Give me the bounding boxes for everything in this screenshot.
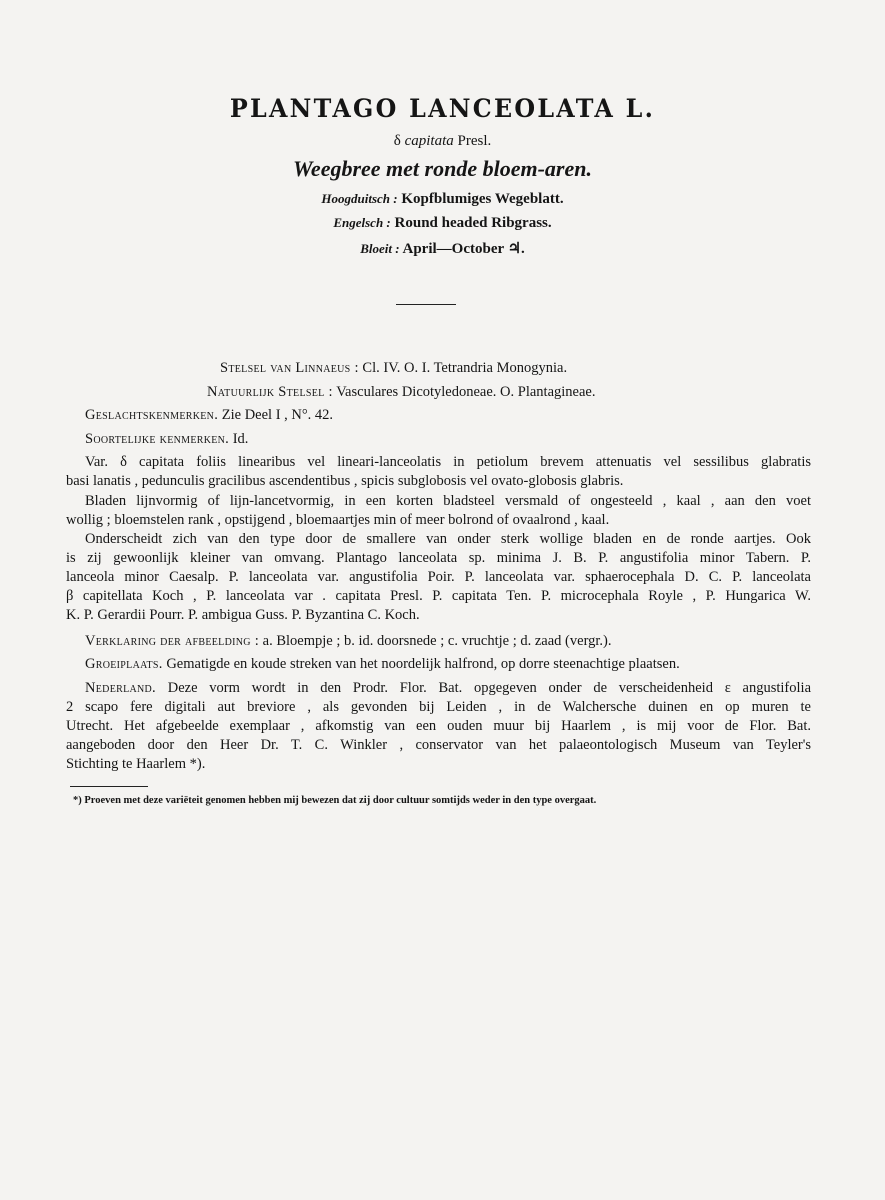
page-title: PLANTAGO LANCEOLATA L. [229,94,656,123]
german-name-line [0,191,885,208]
latin-line: Var. δ capitata foliis linearibus vel lineari-lanceolatis in petiolum brevem attenuatis vel sessilibus glabratis [85,454,811,470]
english-name-line [0,215,885,232]
habitat-line [85,655,680,674]
latin-line: basi lanatis , pedunculis gracilibus ascendentibus , spicis subglobosis vel ovato-globosis glabris. [66,473,624,489]
netherlands-line: 2 scapo fere digitali aut breviore , als gevonden bij Leiden , in de Walchersche duinen en op muren te [66,699,811,715]
footnote-divider [70,786,148,787]
linnaeus-label: Stelsel van Linnaeus : [220,360,359,376]
figure-explanation [85,632,612,651]
synonyms-line: is zij gewoonlijk kleiner van omvang. Plantago lanceolata sp. minima J. B. P. angustifolia minor Tabern. P. [66,550,811,566]
bloom-label: Bloeit : [360,241,400,256]
genus-value: Zie Deel I , N°. 42. [221,407,334,423]
figure-value: a. Bloempje ; b. id. doorsnede ; c. vruchtje ; d. zaad (vergr.). [262,633,612,649]
dutch-desc-line: wollig ; bloemstelen rank , opstijgend , bloemaartjes min of meer bolrond of ovaalrond , kaal. [66,512,610,528]
netherlands-paragraph [66,679,811,774]
german-name: Kopfblumiges Wegeblatt. [401,191,564,207]
latin-description [66,453,811,491]
species-line [85,430,248,449]
natural-system-line [207,383,595,402]
genus-line [85,406,333,425]
german-label: Hoogduitsch : [321,191,398,206]
species-label: Soortelijke kenmerken. [85,431,230,447]
synonyms-line: β capitellata Koch , P. lanceolata var . capitata Presl. P. capitata Ten. P. microcephala Royle , P. Hungarica W. [66,588,811,604]
netherlands-text: Deze vorm wordt in den Prodr. Flor. Bat. opgegeven onder de verscheidenheid ε angustifolia [167,680,812,696]
dutch-common-name: Weegbree met ronde bloem-aren. [293,156,592,181]
variety-name: capitata [404,133,454,149]
bloom-value: April—October ♃. [402,241,525,257]
synonyms-line: K. P. Gerardii Pourr. P. ambigua Guss. P. Byzantina C. Koch. [66,607,420,623]
synonyms-line: Onderscheidt zich van den type door de smallere van onder sterk wollige bladen en de ronde aartjes. Ook [85,531,811,547]
section-divider [396,304,456,305]
linnaeus-line [220,359,567,378]
variety-author: Presl. [457,133,492,149]
species-value: Id. [232,431,249,447]
netherlands-label: Nederland. [85,680,156,696]
netherlands-line: Stichting te Haarlem *). [66,756,206,772]
netherlands-line: aangeboden door den Heer Dr. T. C. Winkler , conservator van het palaeontologisch Museum van Teyler's [66,737,811,753]
english-name: Round headed Ribgrass. [394,215,552,231]
netherlands-line: Utrecht. Het afgebeelde exemplaar , afkomstig van een ouden muur bij Haarlem , is mij voor de Flor. Bat. [66,718,811,734]
english-label: Engelsch : [333,215,391,230]
synonyms-paragraph [66,530,811,625]
figure-label: Verklaring der afbeelding : [85,633,260,649]
linnaeus-value: Cl. IV. O. I. Tetrandria Monogynia. [362,360,568,376]
dutch-desc-line: Bladen lijnvormig of lijn-lancetvormig, in een korten bladsteel versmald of ongesteeld , kaal , aan den voet [85,493,811,509]
genus-label: Geslachtskenmerken. [85,407,219,423]
habitat-label: Groeiplaats. [85,656,163,672]
dutch-description [66,492,811,530]
natural-value: Vasculares Dicotyledoneae. O. Plantagineae. [336,384,596,400]
variety-line [0,133,885,150]
synonyms-line: lanceola minor Caesalp. P. lanceolata var. angustifolia Poir. P. lanceolata var. sphaerocephala D. C. P. lanceolata [66,569,811,585]
natural-label: Natuurlijk Stelsel : [207,384,333,400]
variety-prefix: δ [393,133,401,149]
netherlands-line [66,679,811,698]
habitat-value: Gematigde en koude streken van het noordelijk halfrond, op dorre steenachtige plaatsen. [166,656,680,672]
footnote: *) Proeven met deze variëteit genomen hebben mij bewezen dat zij door cultuur somtijds weder in den type overgaat. [73,795,597,806]
bloom-line [0,239,885,258]
